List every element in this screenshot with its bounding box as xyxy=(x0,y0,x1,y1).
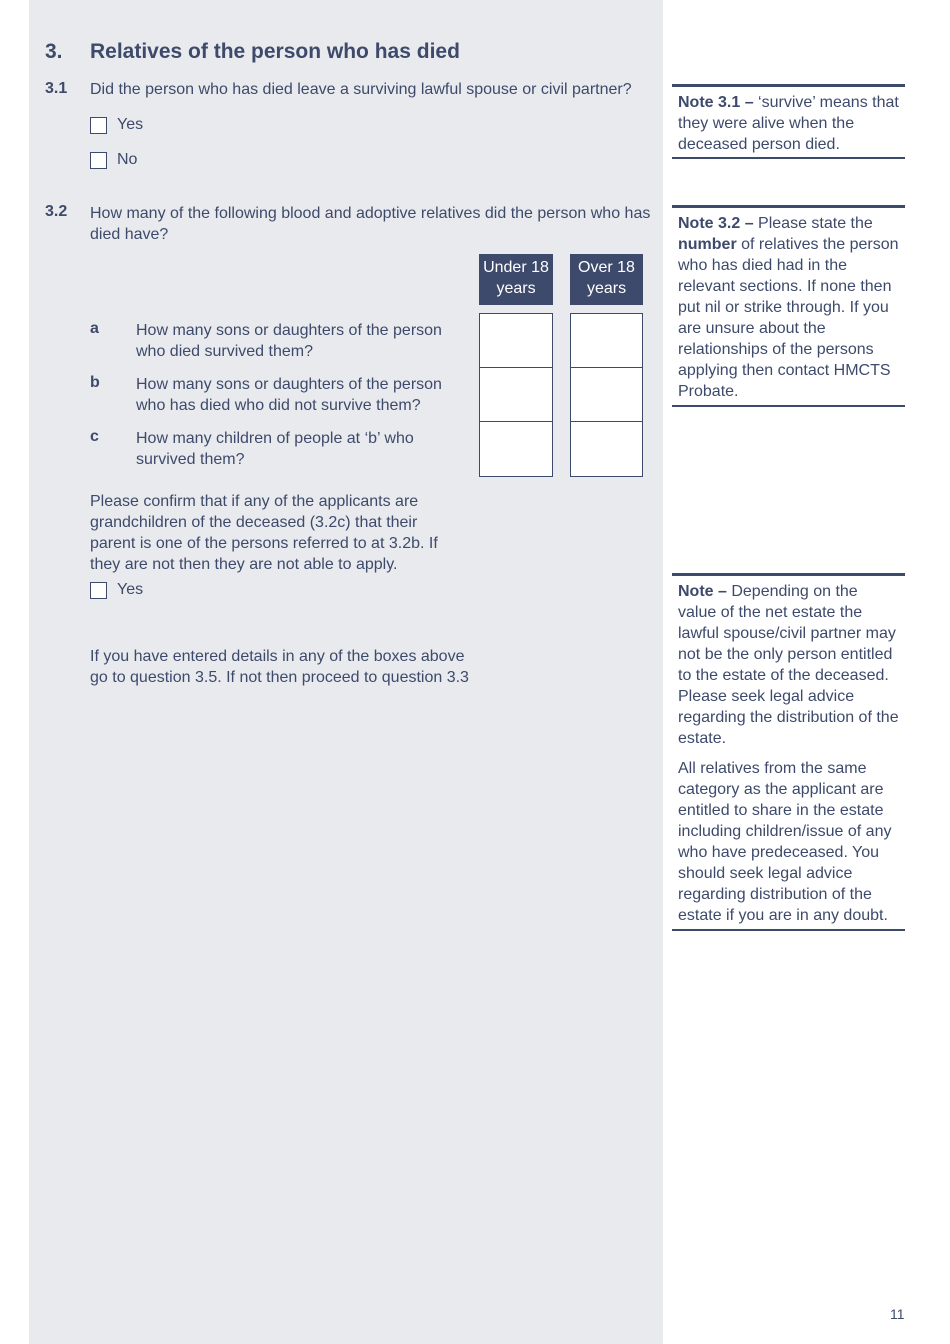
confirm-yes-checkbox[interactable] xyxy=(90,582,107,599)
note-3-2-text-after: of relatives the person who has died had in the relevant sections. If none then put nil or strike through. If you are unsure about the relationships of the persons applying then contact HMCTS Probate. xyxy=(678,236,899,400)
next-question-instruction: If you have entered details in any of the boxes above go to question 3.5. If not then proceed to question 3.3 xyxy=(90,648,469,686)
note-3-1-label: Note 3.1 – xyxy=(678,94,754,111)
item-c-text: How many children of people at ‘b’ who survived them? xyxy=(136,430,414,468)
item-b-letter: b xyxy=(90,374,100,391)
note-estate-label: Note – xyxy=(678,583,727,600)
confirm-yes-label: Yes xyxy=(117,581,144,598)
q31-option-no[interactable] xyxy=(90,151,137,169)
item-c-under-18-input[interactable] xyxy=(479,421,553,477)
item-b-text: How many sons or daughters of the person who has died who did not survive them? xyxy=(136,376,442,414)
q31-yes-label: Yes xyxy=(117,116,144,133)
q31-option-yes[interactable] xyxy=(90,116,143,134)
item-c-over-18-input[interactable] xyxy=(570,421,643,477)
q31-no-label: No xyxy=(117,151,138,168)
page-number: 11 xyxy=(890,1306,905,1322)
grandchildren-confirm-text: Please confirm that if any of the applicants are grandchildren of the deceased (3.2c) that their parent is one of the persons referred to at 3.2b. If they are not then they are not able to apply. xyxy=(90,493,438,573)
item-a-letter: a xyxy=(90,320,99,337)
item-c-letter: c xyxy=(90,428,99,445)
note-3-1-text: ‘survive’ means that they were alive when the deceased person died. xyxy=(678,94,899,153)
question-3-2-number: 3.2 xyxy=(45,203,68,220)
note-estate-text-2: All relatives from the same category as the applicant are entitled to share in the estate including children/issue of any who have predeceased. You should seek legal advice regarding distribution of the estate if you are in any doubt. xyxy=(678,760,892,924)
note-3-2-bold-word: number xyxy=(678,236,737,253)
note-3-2 xyxy=(672,205,905,407)
note-3-2-label: Note 3.2 – xyxy=(678,215,754,232)
column-header-over-18: Over 18 years xyxy=(570,254,643,305)
question-3-1-text: Did the person who has died leave a surviving lawful spouse or civil partner? xyxy=(90,81,632,98)
section-number: 3. xyxy=(45,40,63,63)
section-title: Relatives of the person who has died xyxy=(90,40,460,63)
q31-no-checkbox[interactable] xyxy=(90,152,107,169)
item-a-under-18-input[interactable] xyxy=(479,313,553,368)
question-3-1-number: 3.1 xyxy=(45,80,68,97)
column-header-under-18: Under 18 years xyxy=(479,254,553,305)
note-3-1 xyxy=(672,84,905,159)
item-a-text: How many sons or daughters of the person who died survived them? xyxy=(136,322,442,360)
item-b-under-18-input[interactable] xyxy=(479,367,553,422)
confirm-option-yes[interactable] xyxy=(90,581,143,599)
note-estate xyxy=(672,573,905,931)
item-b-over-18-input[interactable] xyxy=(570,367,643,422)
question-3-2-text: How many of the following blood and adoptive relatives did the person who has died have? xyxy=(90,205,651,243)
note-estate-text: Depending on the value of the net estate the lawful spouse/civil partner may not be the only person entitled to the estate of the deceased. Please seek legal advice regarding the distribution of the estate. xyxy=(678,583,899,747)
note-3-2-text-before: Please state the xyxy=(753,215,873,232)
q31-yes-checkbox[interactable] xyxy=(90,117,107,134)
item-a-over-18-input[interactable] xyxy=(570,313,643,368)
